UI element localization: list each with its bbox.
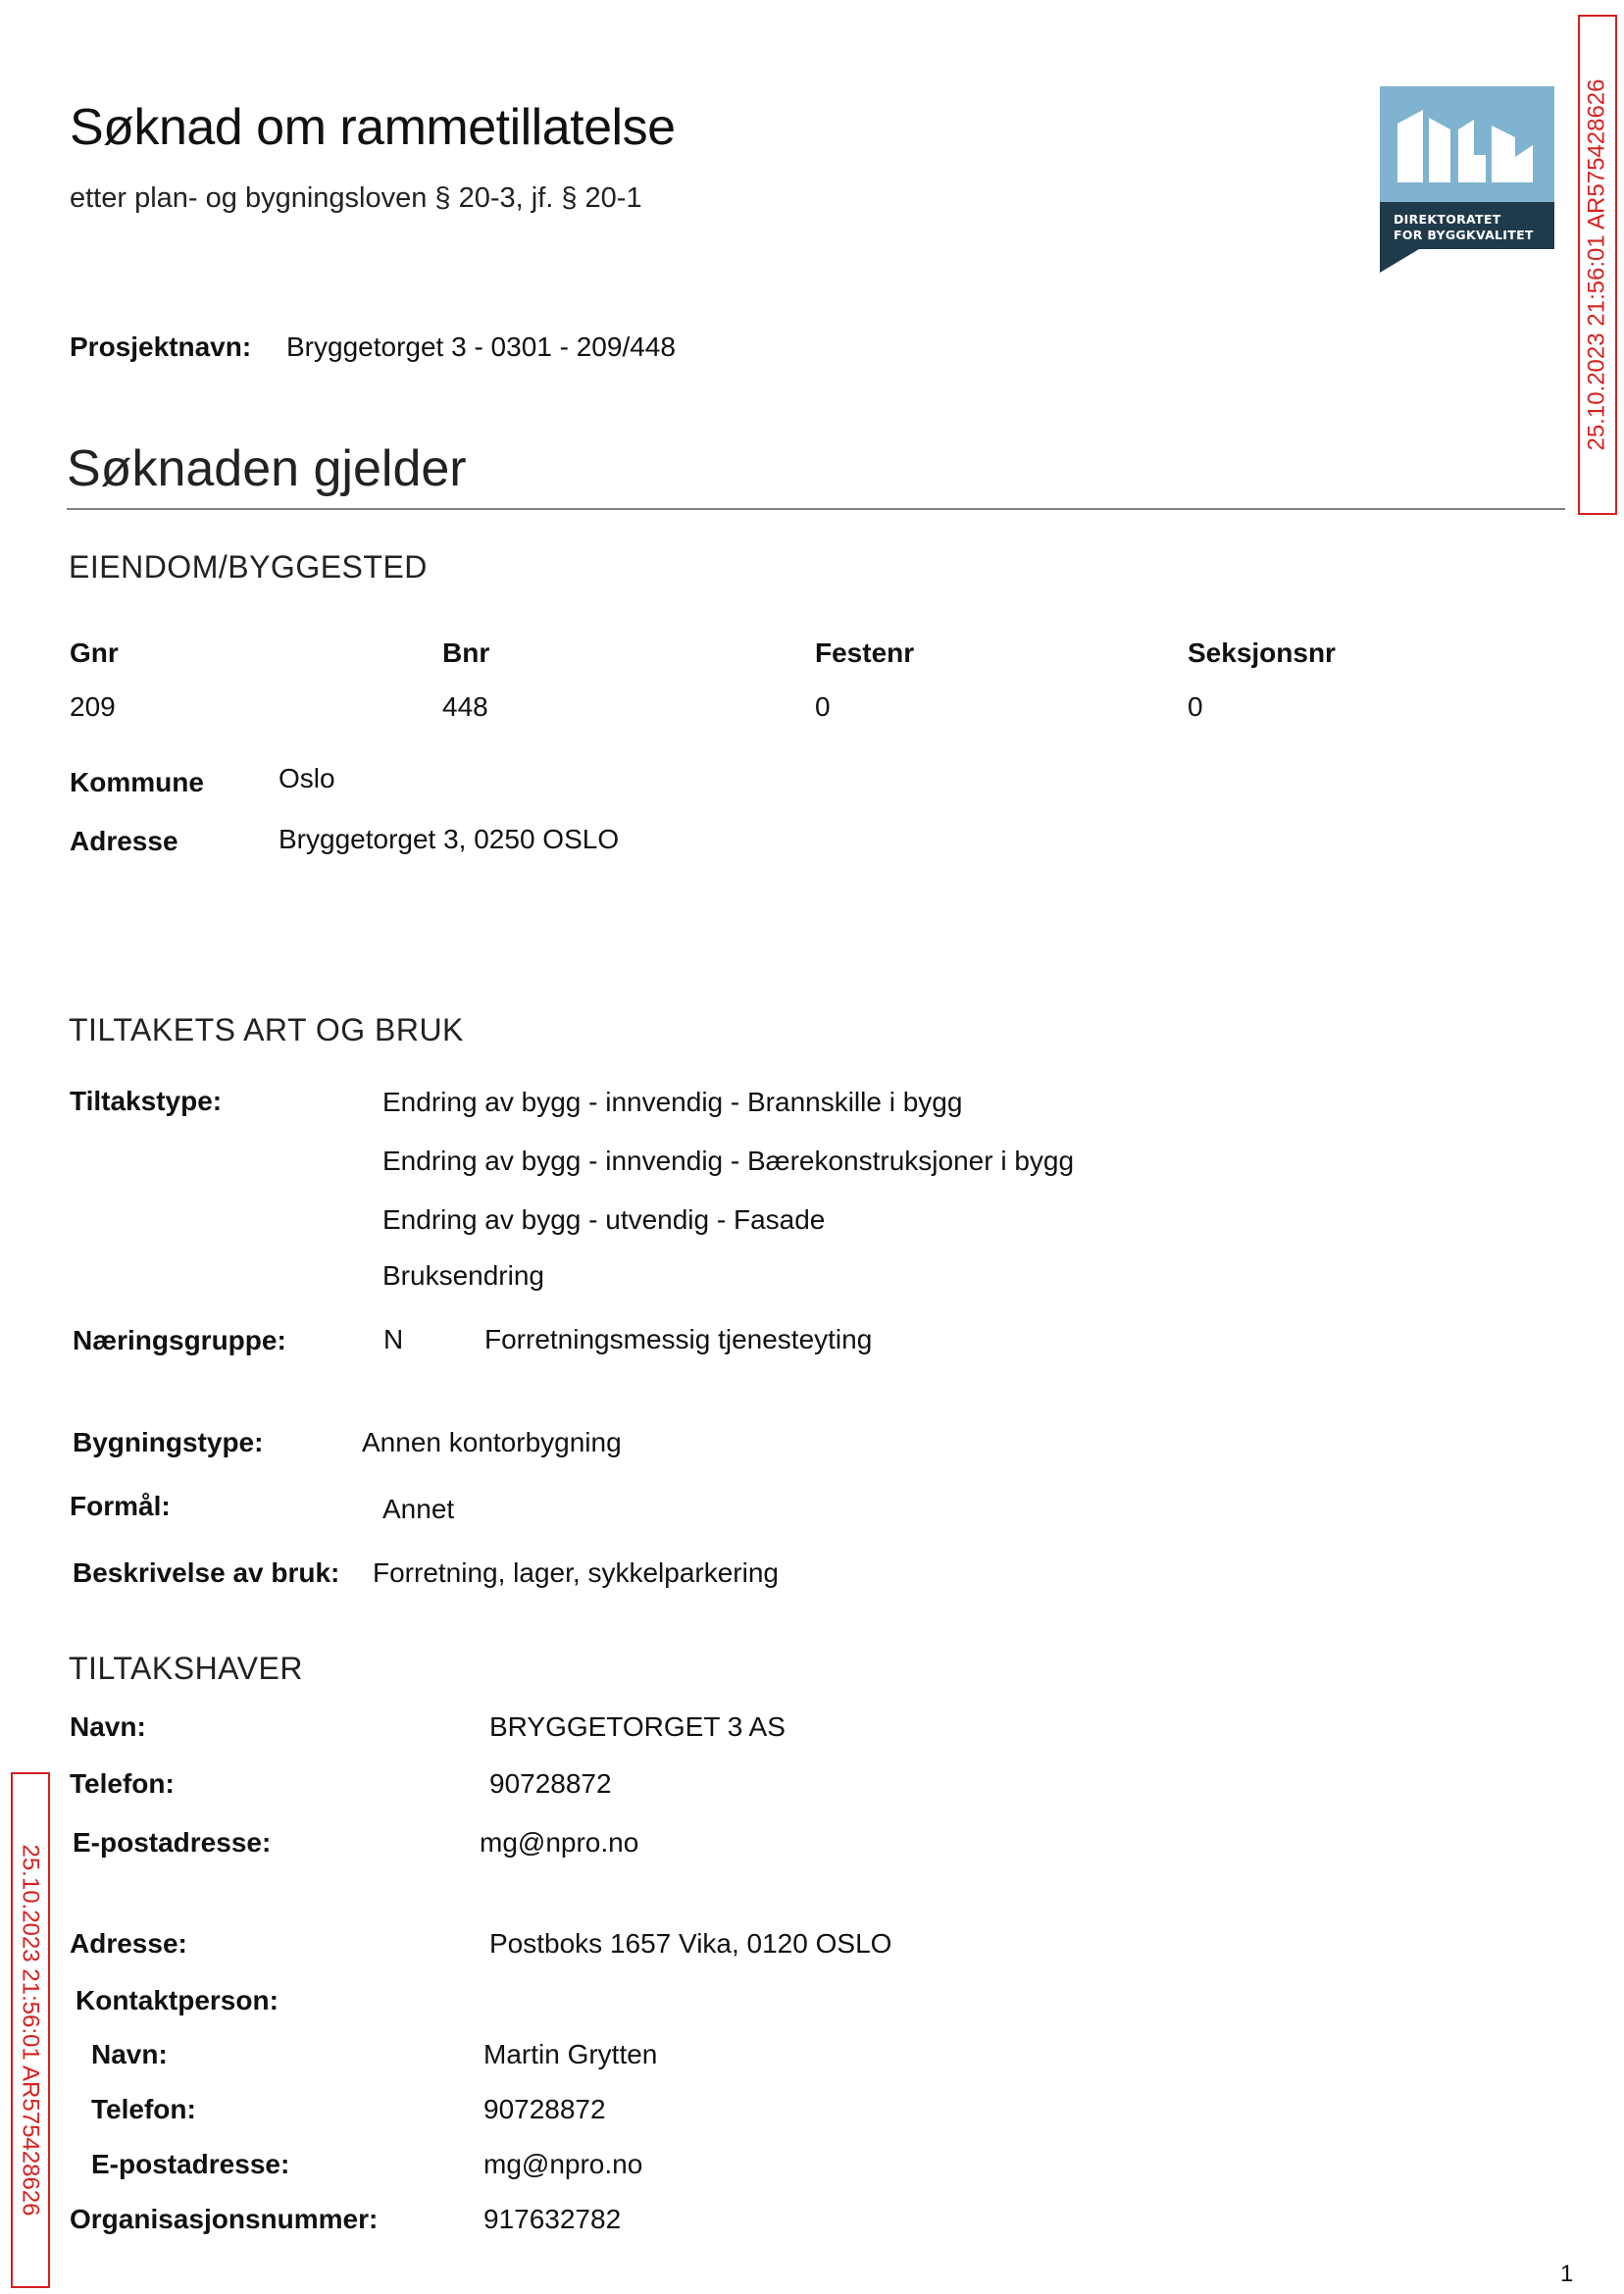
tiltakstype-item: Endring av bygg - innvendig - Bærekonstruksjoner i bygg bbox=[382, 1146, 1075, 1176]
kontakt-telefon-label: Telefon: bbox=[91, 2094, 196, 2124]
festenr-value: 0 bbox=[815, 691, 831, 722]
tiltak-heading: TILTAKETS ART OG BRUK bbox=[69, 1012, 464, 1047]
project-name-label: Prosjektnavn: bbox=[70, 331, 252, 362]
timestamp-stamp-right bbox=[1578, 15, 1617, 515]
bygningstype-label: Bygningstype: bbox=[73, 1427, 264, 1457]
kontaktperson-label: Kontaktperson: bbox=[76, 1985, 279, 2015]
section-divider bbox=[67, 508, 1565, 510]
tiltakshaver-adresse-value: Postboks 1657 Vika, 0120 OSLO bbox=[489, 1928, 892, 1959]
bygningstype-value: Annen kontorbygning bbox=[362, 1427, 622, 1457]
telefon-label: Telefon: bbox=[70, 1768, 175, 1799]
kontakt-epost-label: E-postadresse: bbox=[91, 2149, 290, 2179]
property-heading: EIENDOM/BYGGESTED bbox=[69, 549, 428, 585]
timestamp-stamp-left bbox=[11, 1772, 50, 2288]
kommune-label: Kommune bbox=[70, 767, 204, 797]
building-icon bbox=[1390, 96, 1545, 192]
gnr-label: Gnr bbox=[70, 637, 119, 668]
stamp-text: 25.10.2023 21:56:01 AR575428626 bbox=[18, 1844, 44, 2217]
navn-value: BRYGGETORGET 3 AS bbox=[489, 1711, 786, 1742]
kontakt-navn-label: Navn: bbox=[91, 2039, 168, 2069]
epost-label: E-postadresse: bbox=[73, 1827, 272, 1858]
section-title: Søknaden gjelder bbox=[67, 440, 467, 497]
tiltakstype-label: Tiltakstype: bbox=[70, 1086, 223, 1116]
tiltakshaver-adresse-label: Adresse: bbox=[70, 1928, 187, 1959]
kommune-value: Oslo bbox=[279, 763, 335, 793]
epost-value: mg@npro.no bbox=[480, 1827, 639, 1858]
logo-building-mark bbox=[1380, 86, 1554, 202]
telefon-value: 90728872 bbox=[489, 1768, 612, 1799]
navn-label: Navn: bbox=[70, 1711, 146, 1742]
bnr-value: 448 bbox=[442, 691, 488, 722]
seksjonsnr-value: 0 bbox=[1188, 691, 1203, 722]
tiltakshaver-heading: TILTAKSHAVER bbox=[69, 1651, 303, 1686]
document-title: Søknad om rammetillatelse bbox=[70, 99, 676, 156]
stamp-text: 25.10.2023 21:56:01 AR575428626 bbox=[1584, 78, 1610, 451]
gnr-value: 209 bbox=[70, 691, 116, 722]
tiltakstype-item: Bruksendring bbox=[382, 1260, 544, 1291]
kontakt-telefon-value: 90728872 bbox=[483, 2094, 606, 2124]
seksjonsnr-label: Seksjonsnr bbox=[1188, 637, 1336, 668]
adresse-value: Bryggetorget 3, 0250 OSLO bbox=[279, 824, 620, 854]
naeringsgruppe-label: Næringsgruppe: bbox=[73, 1325, 286, 1355]
tiltakstype-item: Endring av bygg - utvendig - Fasade bbox=[382, 1204, 826, 1235]
naeringsgruppe-code: N bbox=[383, 1324, 404, 1354]
logo-line-2: FOR BYGGKVALITET bbox=[1394, 228, 1534, 242]
adresse-label: Adresse bbox=[70, 826, 178, 856]
beskrivelse-value: Forretning, lager, sykkelparkering bbox=[373, 1557, 779, 1588]
formal-label: Formål: bbox=[70, 1491, 171, 1521]
organisasjonsnummer-label: Organisasjonsnummer: bbox=[70, 2204, 379, 2234]
logo-line-1: DIREKTORATET bbox=[1394, 212, 1501, 227]
festenr-label: Festenr bbox=[815, 637, 915, 668]
page-number: 1 bbox=[1560, 2261, 1574, 2287]
beskrivelse-label: Beskrivelse av bruk: bbox=[73, 1557, 340, 1588]
project-name-value: Bryggetorget 3 - 0301 - 209/448 bbox=[286, 331, 676, 362]
tiltakstype-item: Endring av bygg - innvendig - Brannskille i bygg bbox=[382, 1087, 963, 1117]
naeringsgruppe-value: Forretningsmessig tjenesteyting bbox=[484, 1324, 873, 1354]
dibk-logo bbox=[1380, 86, 1554, 275]
formal-value: Annet bbox=[382, 1494, 455, 1524]
logo-flag bbox=[1380, 249, 1419, 273]
logo-text-band bbox=[1380, 202, 1554, 249]
document-subtitle: etter plan- og bygningsloven § 20-3, jf. § 20-1 bbox=[70, 182, 642, 214]
kontakt-epost-value: mg@npro.no bbox=[483, 2149, 643, 2179]
kontakt-navn-value: Martin Grytten bbox=[483, 2039, 658, 2069]
organisasjonsnummer-value: 917632782 bbox=[483, 2204, 622, 2234]
bnr-label: Bnr bbox=[442, 637, 490, 668]
